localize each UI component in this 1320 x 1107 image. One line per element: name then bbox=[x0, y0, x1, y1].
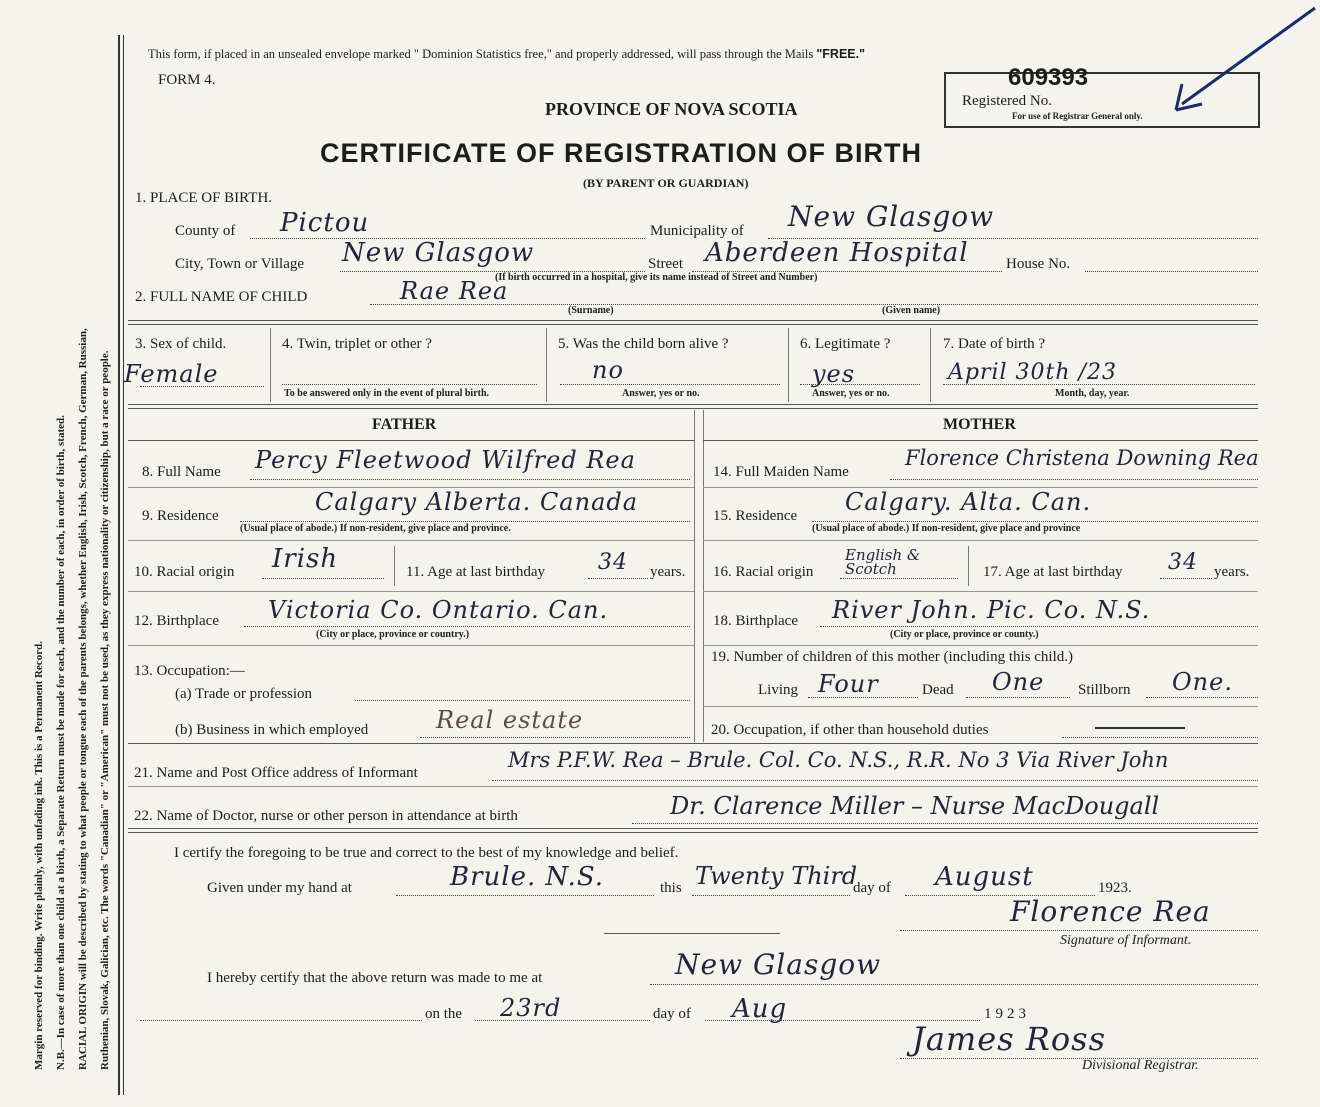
given-name-label: (Given name) bbox=[882, 305, 941, 316]
business-line bbox=[420, 737, 690, 738]
dead-label: Dead bbox=[922, 682, 954, 698]
mother-race-divider bbox=[968, 546, 969, 586]
surname-label: (Surname) bbox=[568, 305, 614, 316]
margin-note-1: Margin reserved for binding. Write plainly, with unfading ink. This is a Permanent Record. bbox=[33, 641, 45, 1070]
given-day-line bbox=[692, 895, 850, 896]
occupation-label: 13. Occupation:— bbox=[134, 663, 245, 679]
heading-underline-father bbox=[128, 440, 694, 441]
county-value: Pictou bbox=[280, 208, 370, 238]
legitimate-note: Answer, yes or no. bbox=[812, 388, 890, 399]
father-age-line bbox=[588, 578, 648, 579]
father-birthplace-label: 12. Birthplace bbox=[134, 613, 219, 629]
registrar-certify-text: I hereby certify that the above return was made to me at bbox=[207, 970, 543, 986]
house-label: House No. bbox=[1006, 256, 1071, 272]
this-label: this bbox=[660, 880, 682, 896]
mother-race-label: 16. Racial origin bbox=[713, 564, 814, 580]
margin-note-3: RACIAL ORIGIN will be described by stating to what people or tongue each of the parents belongs, whether English, Irish, Scotch, French, German, Russian, bbox=[77, 328, 89, 1070]
informant-signature-label: Signature of Informant. bbox=[1060, 933, 1192, 948]
registrar-dayof-label: day of bbox=[653, 1006, 691, 1022]
father-name-line bbox=[250, 479, 690, 480]
mother-birthplace-value: River John. Pic. Co. N.S. bbox=[832, 596, 1151, 624]
living-value: Four bbox=[818, 670, 879, 698]
father-residence-note: (Usual place of abode.) If non-resident, give place and province. bbox=[240, 523, 511, 534]
divider-informant bbox=[128, 786, 1258, 787]
informant-value: Mrs P.F.W. Rea – Brule. Col. Co. N.S., R.R. No 3 Via River John bbox=[508, 748, 1169, 772]
checkmark-icon bbox=[1170, 0, 1320, 115]
municipality-value: New Glasgow bbox=[788, 200, 995, 233]
given-year-value: 1923. bbox=[1098, 880, 1132, 896]
father-age-label: 11. Age at last birthday bbox=[406, 564, 545, 580]
registrar-day-value: 23rd bbox=[500, 994, 562, 1022]
legitimate-label: 6. Legitimate ? bbox=[800, 336, 891, 352]
mother-residence-value: Calgary. Alta. Can. bbox=[845, 488, 1092, 516]
mother-birthplace-label: 18. Birthplace bbox=[713, 613, 798, 629]
business-value: Real estate bbox=[436, 706, 584, 734]
mother-name-value: Florence Christena Downing Rea bbox=[905, 446, 1259, 470]
heading-underline-mother bbox=[703, 440, 1258, 441]
stillborn-label: Stillborn bbox=[1078, 682, 1131, 698]
father-row-rule-2 bbox=[128, 540, 694, 541]
short-divider bbox=[604, 933, 780, 934]
father-name-value: Percy Fleetwood Wilfred Rea bbox=[255, 446, 636, 474]
father-years-label: years. bbox=[650, 564, 686, 580]
legitimate-value: yes bbox=[812, 360, 856, 388]
mother-row-rule-3 bbox=[703, 591, 1258, 592]
city-label: City, Town or Village bbox=[175, 256, 305, 272]
twin-label: 4. Twin, triplet or other ? bbox=[282, 336, 432, 352]
mother-age-line bbox=[1160, 578, 1212, 579]
parent-divider-left bbox=[694, 410, 695, 742]
registration-number: 609393 bbox=[1008, 64, 1089, 91]
alive-label: 5. Was the child born alive ? bbox=[558, 336, 729, 352]
registrar-year-value: 1923 bbox=[984, 1006, 1030, 1022]
given-day-value: Twenty Third bbox=[695, 862, 858, 890]
mother-age-value: 34 bbox=[1168, 550, 1198, 575]
registrar-signature-line bbox=[900, 1058, 1258, 1059]
col-divider-4 bbox=[546, 328, 547, 402]
margin-note-2: N.B.—In case of more than one child at a birth, a Separate Return must be made for each, and the number of each, in order of birth, stated. bbox=[55, 415, 67, 1070]
place-of-birth-label: 1. PLACE OF BIRTH. bbox=[135, 190, 273, 206]
father-row-rule-3 bbox=[128, 591, 694, 592]
legitimate-line bbox=[800, 384, 920, 385]
mother-name-label: 14. Full Maiden Name bbox=[713, 464, 849, 480]
father-residence-label: 9. Residence bbox=[142, 508, 219, 524]
mother-residence-note: (Usual place of abode.) If non-resident, give place and province bbox=[812, 523, 1081, 534]
doctor-line bbox=[632, 823, 1258, 824]
informant-label: 21. Name and Post Office address of Informant bbox=[134, 765, 418, 781]
children-count-label: 19. Number of children of this mother (including this child.) bbox=[711, 649, 1074, 665]
hospital-note: (If birth occurred in a hospital, give its name instead of Street and Number) bbox=[495, 272, 818, 283]
county-label: County of bbox=[175, 223, 236, 239]
house-line bbox=[1085, 271, 1258, 272]
registration-label: Registered No. bbox=[962, 93, 1052, 109]
mail-notice: This form, if placed in an unsealed envelope marked " Dominion Statistics free," and properly addressed, will pass through the Mails "FREE." bbox=[148, 47, 866, 61]
mother-row-rule-5 bbox=[703, 706, 1258, 707]
given-place-line bbox=[396, 895, 654, 896]
trade-label: (a) Trade or profession bbox=[175, 686, 313, 702]
street-value: Aberdeen Hospital bbox=[705, 238, 969, 268]
father-birthplace-line bbox=[244, 626, 690, 627]
doctor-label: 22. Name of Doctor, nurse or other person in attendance at birth bbox=[134, 808, 518, 824]
certify-text: I certify the foregoing to be true and correct to the best of my knowledge and belief. bbox=[174, 845, 679, 861]
registrar-place-value: New Glasgow bbox=[675, 948, 882, 981]
mother-heading: MOTHER bbox=[943, 416, 1016, 433]
registrar-on-label: on the bbox=[425, 1006, 463, 1022]
sex-label: 3. Sex of child. bbox=[135, 336, 227, 352]
living-label: Living bbox=[758, 682, 798, 698]
registration-note: For use of Registrar General only. bbox=[1012, 111, 1143, 121]
dob-line bbox=[943, 384, 1255, 385]
mother-race-line bbox=[840, 578, 958, 579]
divider-parents-bottom bbox=[128, 743, 1258, 744]
mother-residence-line bbox=[812, 521, 1258, 522]
dob-note: Month, day, year. bbox=[1055, 388, 1130, 399]
mother-years-label: years. bbox=[1214, 564, 1250, 580]
mother-occupation-dash bbox=[1095, 727, 1185, 729]
mother-age-label: 17. Age at last birthday bbox=[983, 564, 1123, 580]
parent-divider-right bbox=[703, 410, 704, 742]
registrar-month-value: Aug bbox=[732, 994, 788, 1024]
father-residence-line bbox=[240, 521, 690, 522]
trade-line bbox=[355, 700, 690, 701]
divider-mid-1 bbox=[128, 404, 1258, 405]
province-heading: PROVINCE OF NOVA SCOTIA bbox=[545, 99, 798, 119]
twin-note: To be answered only in the event of plural birth. bbox=[284, 388, 490, 399]
informant-signature-line bbox=[900, 930, 1258, 931]
alive-value: no bbox=[592, 356, 624, 384]
alive-line bbox=[560, 384, 780, 385]
divider-doctor-2 bbox=[128, 832, 1258, 833]
father-race-line bbox=[262, 578, 384, 579]
father-age-value: 34 bbox=[598, 550, 628, 575]
registrar-lead-line bbox=[140, 1020, 422, 1021]
registrar-signature-label: Divisional Registrar. bbox=[1082, 1058, 1199, 1073]
father-race-label: 10. Racial origin bbox=[134, 564, 235, 580]
alive-note: Answer, yes or no. bbox=[622, 388, 700, 399]
father-name-label: 8. Full Name bbox=[142, 464, 221, 480]
dob-label: 7. Date of birth ? bbox=[943, 336, 1046, 352]
father-residence-value: Calgary Alberta. Canada bbox=[315, 488, 639, 516]
mother-occupation-label: 20. Occupation, if other than household duties bbox=[711, 722, 989, 738]
stillborn-line bbox=[1146, 697, 1258, 698]
given-place-value: Brule. N.S. bbox=[450, 862, 605, 892]
father-row-rule-4 bbox=[128, 645, 694, 646]
mother-race-value: English & Scotch bbox=[845, 546, 921, 578]
col-divider-3 bbox=[270, 328, 271, 402]
mother-birthplace-note: (City or place, province or county.) bbox=[890, 629, 1039, 640]
dob-value: April 30th /23 bbox=[948, 360, 1117, 385]
father-race-divider bbox=[394, 546, 395, 586]
street-label: Street bbox=[648, 256, 683, 272]
stillborn-value: One. bbox=[1172, 668, 1233, 696]
col-divider-5 bbox=[788, 328, 789, 402]
child-name-value: Rae Rea bbox=[400, 277, 509, 305]
mother-row-rule-4 bbox=[703, 645, 1258, 646]
mother-birthplace-line bbox=[820, 626, 1258, 627]
twin-line bbox=[282, 384, 537, 385]
doctor-value: Dr. Clarence Miller – Nurse MacDougall bbox=[670, 792, 1160, 820]
business-label: (b) Business in which employed bbox=[175, 722, 369, 738]
father-heading: FATHER bbox=[372, 416, 437, 433]
divider-top-1 bbox=[128, 320, 1258, 321]
sex-line bbox=[140, 386, 264, 387]
child-name-label: 2. FULL NAME OF CHILD bbox=[135, 289, 308, 305]
father-race-value: Irish bbox=[272, 544, 339, 574]
father-birthplace-note: (City or place, province or country.) bbox=[316, 629, 470, 640]
divider-doctor-1 bbox=[128, 828, 1258, 829]
given-under-label: Given under my hand at bbox=[207, 880, 352, 896]
col-divider-6 bbox=[930, 328, 931, 402]
sex-value: Female bbox=[124, 360, 219, 388]
municipality-label: Municipality of bbox=[650, 223, 744, 239]
informant-signature: Florence Rea bbox=[1010, 895, 1211, 928]
divider-top-2 bbox=[128, 324, 1258, 325]
dead-line bbox=[966, 697, 1070, 698]
divider-mid-2 bbox=[128, 408, 1258, 409]
mother-row-rule-2 bbox=[703, 540, 1258, 541]
form-number: FORM 4. bbox=[158, 72, 216, 88]
informant-line bbox=[492, 780, 1258, 781]
margin-note-4: Ruthenian, Slovak, Galician, etc. The words "Canadian" or "American" must not be used, as they express nationality or citizenship, but a race or people. bbox=[99, 350, 111, 1070]
mother-occupation-line bbox=[1062, 737, 1258, 738]
certificate-title: CERTIFICATE OF REGISTRATION OF BIRTH bbox=[320, 138, 922, 168]
dead-value: One bbox=[992, 668, 1045, 696]
father-birthplace-value: Victoria Co. Ontario. Can. bbox=[268, 596, 609, 624]
binding-margin-line-2 bbox=[123, 35, 124, 1095]
given-dayof-label: day of bbox=[853, 880, 891, 896]
binding-margin-line bbox=[118, 35, 120, 1095]
given-month-value: August bbox=[935, 862, 1034, 892]
mother-name-line bbox=[890, 479, 1258, 480]
registrar-signature: James Ross bbox=[912, 1020, 1106, 1058]
certificate-subtitle: (BY PARENT OR GUARDIAN) bbox=[583, 176, 749, 190]
city-value: New Glasgow bbox=[342, 238, 535, 268]
registrar-place-line bbox=[650, 984, 1258, 985]
mother-residence-label: 15. Residence bbox=[713, 508, 798, 524]
